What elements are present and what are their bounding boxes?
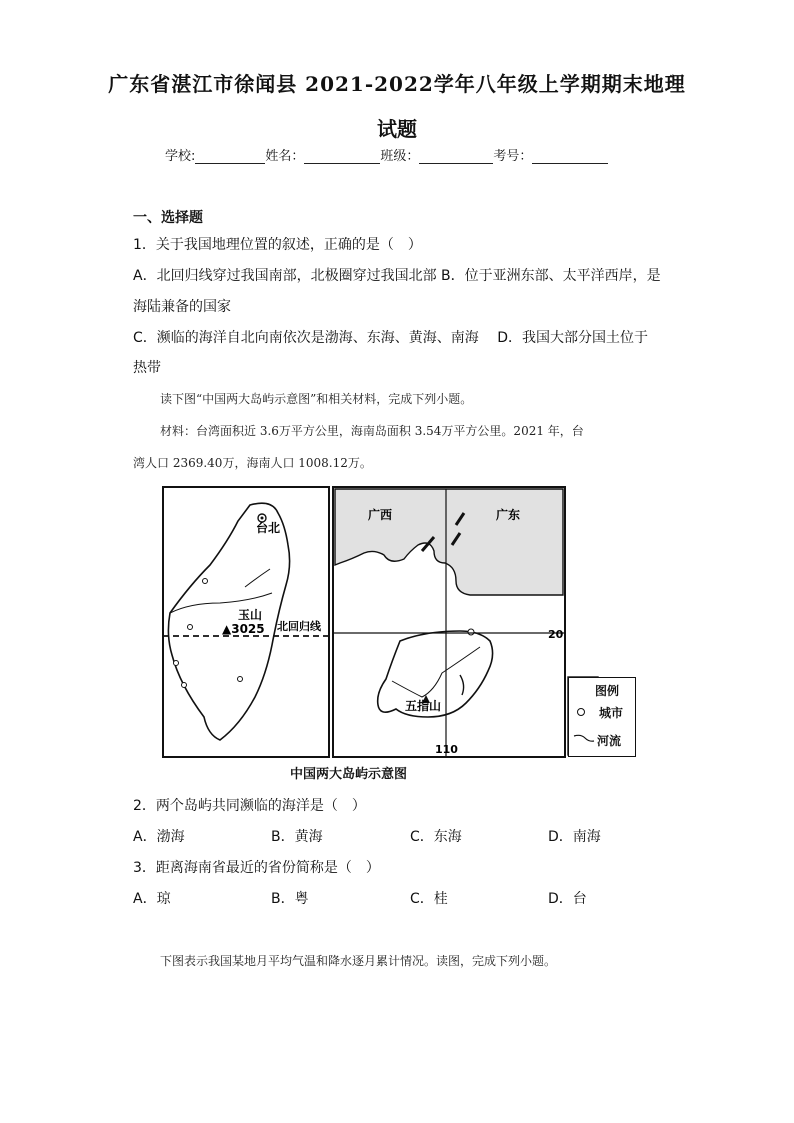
school-blank[interactable] bbox=[195, 150, 265, 164]
q2-option-b[interactable]: B．黄海 bbox=[271, 829, 323, 845]
document-title-line1: 广东省湛江市徐闻县 2021-2022学年八年级上学期期末地理 bbox=[108, 72, 686, 96]
q2-option-c[interactable]: C．东海 bbox=[410, 829, 462, 845]
q2-stem: 2．两个岛屿共同濒临的海洋是（ ） bbox=[133, 798, 366, 814]
city-legend-icon bbox=[577, 708, 585, 716]
yushan-label: 玉山 bbox=[238, 608, 263, 622]
guangdong-label: 广东 bbox=[496, 508, 521, 522]
city-icon bbox=[182, 683, 187, 688]
student-info-line bbox=[165, 145, 608, 164]
legend-river-label: 河流 bbox=[597, 734, 622, 748]
legend-title: 图例 bbox=[595, 684, 620, 698]
q3-stem: 3．距离海南省最近的省份简称是（ ） bbox=[133, 860, 380, 876]
guangxi-label: 广西 bbox=[368, 508, 393, 522]
q1-option-ab-line2: 海陆兼备的国家 bbox=[133, 299, 231, 315]
river-legend-icon bbox=[573, 732, 595, 744]
intro-line1: 读下图“中国两大岛屿示意图”和相关材料，完成下列小题。 bbox=[160, 392, 473, 406]
class-label: 班级： bbox=[380, 149, 420, 164]
section-heading: 一、选择题 bbox=[133, 210, 203, 226]
q1-stem: 1．关于我国地理位置的叙述，正确的是（ ） bbox=[133, 237, 422, 253]
number-blank[interactable] bbox=[532, 150, 608, 164]
city-icon bbox=[238, 677, 243, 682]
number-label: 考号： bbox=[493, 149, 533, 164]
q3-option-c[interactable]: C．桂 bbox=[410, 891, 448, 907]
two-islands-map bbox=[160, 485, 600, 785]
q3-option-a[interactable]: A．琼 bbox=[133, 891, 171, 907]
name-label: 姓名： bbox=[265, 149, 305, 164]
intro-line2: 材料：台湾面积近 3.6万平方公里，海南岛面积 3.54万平方公里。2021 年，台 bbox=[160, 424, 584, 438]
legend-city-label: 城市 bbox=[599, 706, 624, 720]
wuzhishan-label: 五指山 bbox=[405, 699, 442, 713]
q1-option-cd-line1: C．濒临的海洋自北向南依次是渤海、东海、黄海、南海 D．我国大部分国土位于 bbox=[133, 330, 649, 346]
school-label: 学校: bbox=[165, 149, 196, 164]
q3-option-d[interactable]: D．台 bbox=[548, 891, 587, 907]
q3-option-b[interactable]: B．粤 bbox=[271, 891, 309, 907]
hainan-panel bbox=[333, 487, 565, 757]
taiwan-panel bbox=[163, 487, 329, 757]
haikou-city-icon bbox=[468, 629, 474, 635]
q2-option-d[interactable]: D．南海 bbox=[548, 829, 601, 845]
name-blank[interactable] bbox=[304, 150, 380, 164]
class-blank[interactable] bbox=[419, 150, 493, 164]
city-icon bbox=[203, 579, 208, 584]
document-title-line2: 试题 bbox=[377, 117, 417, 141]
intro-line3: 湾人口 2369.40万，海南人口 1008.12万。 bbox=[133, 456, 372, 470]
yushan-height-label: ▲3025 bbox=[222, 622, 265, 636]
city-icon bbox=[174, 661, 179, 666]
legend-box bbox=[568, 677, 636, 757]
intro2-line: 下图表示我国某地月平均气温和降水逐月累计情况。读图，完成下列小题。 bbox=[160, 954, 557, 968]
taipei-label: 台北 bbox=[256, 521, 281, 535]
map-caption: 中国两大岛屿示意图 bbox=[290, 767, 408, 782]
tropic-label: 北回归线 bbox=[277, 620, 321, 633]
city-icon bbox=[188, 625, 193, 630]
q1-option-ab-line1: A．北回归线穿过我国南部，北极圈穿过我国北部 B．位于亚洲东部、太平洋西岸，是 bbox=[133, 268, 661, 284]
q1-option-cd-line2: 热带 bbox=[133, 360, 161, 376]
longitude-label: 110 bbox=[435, 743, 458, 756]
latitude-label: 20 bbox=[548, 628, 564, 641]
q2-option-a[interactable]: A．渤海 bbox=[133, 829, 185, 845]
